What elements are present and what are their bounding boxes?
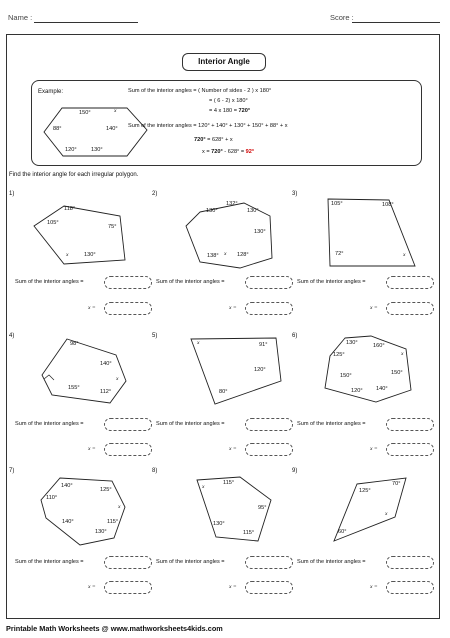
example-angle: 140° bbox=[106, 126, 118, 132]
example-angle: 88° bbox=[53, 126, 62, 132]
example-angle-x: x bbox=[114, 108, 117, 114]
angle-label-x: x bbox=[197, 340, 200, 346]
problem-number: 5) bbox=[152, 333, 158, 339]
x-label: x = bbox=[229, 584, 237, 590]
angle-label: 140° bbox=[100, 361, 112, 367]
angle-label: 130° bbox=[254, 229, 266, 235]
problem-number: 4) bbox=[9, 333, 15, 339]
problem-4-polygon bbox=[42, 339, 126, 403]
x-label: x = bbox=[229, 305, 237, 311]
problem-number: 8) bbox=[152, 468, 158, 474]
angle-label: 130° bbox=[206, 208, 218, 214]
x-label: x = bbox=[370, 446, 378, 452]
sum-label: Sum of the interior angles = bbox=[156, 279, 225, 285]
sum-answer-field[interactable] bbox=[245, 276, 293, 289]
sum-label: Sum of the interior angles = bbox=[297, 559, 366, 565]
angle-label: 140° bbox=[376, 386, 388, 392]
sum-answer-field[interactable] bbox=[104, 276, 152, 289]
footer-text: Printable Math Worksheets @ www.mathworksheets4kids.com bbox=[6, 624, 223, 633]
angle-label-x: x bbox=[403, 252, 406, 258]
sum-answer-field[interactable] bbox=[245, 556, 293, 569]
sum-label: Sum of the interior angles = bbox=[15, 559, 84, 565]
sum-label: Sum of the interior angles = bbox=[156, 559, 225, 565]
instruction-text: Find the interior angle for each irregular polygon. bbox=[9, 172, 139, 178]
angle-label: 70° bbox=[392, 481, 401, 487]
angle-label: 95° bbox=[258, 505, 267, 511]
angle-label-x: x bbox=[224, 251, 227, 257]
sum-label: Sum of the interior angles = bbox=[297, 279, 366, 285]
angle-label: 72° bbox=[335, 251, 344, 257]
angle-label: 98° bbox=[70, 341, 79, 347]
problem-number: 3) bbox=[292, 191, 298, 197]
example-formula-line: = 4 x 180 = 720° bbox=[209, 108, 251, 114]
problem-number: 9) bbox=[292, 468, 298, 474]
angle-label-x: x bbox=[385, 511, 388, 517]
angle-label: 75° bbox=[108, 224, 117, 230]
x-answer-field[interactable] bbox=[386, 302, 434, 315]
angle-label: 150° bbox=[391, 370, 403, 376]
angle-label: 155° bbox=[68, 385, 80, 391]
problem-number: 2) bbox=[152, 191, 158, 197]
problem-number: 6) bbox=[292, 333, 298, 339]
angle-label: 105° bbox=[47, 220, 59, 226]
example-label: Example: bbox=[38, 89, 64, 95]
sum-label: Sum of the interior angles = bbox=[297, 421, 366, 427]
x-label: x = bbox=[370, 584, 378, 590]
problem-5-polygon bbox=[191, 338, 281, 404]
sum-answer-field[interactable] bbox=[386, 418, 434, 431]
angle-label: 132° bbox=[226, 201, 238, 207]
x-answer-field[interactable] bbox=[104, 581, 152, 594]
angle-label: 80° bbox=[219, 389, 228, 395]
sum-answer-field[interactable] bbox=[104, 556, 152, 569]
angle-label-x: x bbox=[202, 484, 205, 490]
angle-label: 115° bbox=[223, 480, 235, 486]
angle-label: 160° bbox=[373, 343, 385, 349]
angle-label: 130° bbox=[247, 208, 259, 214]
x-label: x = bbox=[88, 305, 96, 311]
angle-label: 105° bbox=[331, 201, 343, 207]
example-formula-line: 720° = 628° + x bbox=[194, 137, 233, 143]
angle-label: 138° bbox=[207, 253, 219, 259]
angle-label-x: x bbox=[401, 351, 404, 357]
example-formula-line: = ( 6 - 2) x 180° bbox=[209, 98, 248, 104]
angle-label-x: x bbox=[116, 376, 119, 382]
x-answer-field[interactable] bbox=[104, 302, 152, 315]
angle-label: 108° bbox=[382, 202, 394, 208]
x-answer-field[interactable] bbox=[104, 443, 152, 456]
x-label: x = bbox=[229, 446, 237, 452]
angle-label: 112° bbox=[100, 389, 112, 395]
angle-label: 120° bbox=[254, 367, 266, 373]
example-angle: 150° bbox=[79, 110, 91, 116]
angle-label: 140° bbox=[62, 519, 74, 525]
score-label: Score : bbox=[330, 13, 354, 22]
angle-label: 60° bbox=[338, 529, 347, 535]
sum-answer-field[interactable] bbox=[386, 556, 434, 569]
problem-number: 7) bbox=[9, 468, 15, 474]
example-answer-line: x = 720° - 628° = 92° bbox=[202, 149, 255, 155]
x-answer-field[interactable] bbox=[245, 581, 293, 594]
problem-1-polygon bbox=[34, 206, 125, 264]
sum-answer-field[interactable] bbox=[104, 418, 152, 431]
example-angle: 130° bbox=[91, 147, 103, 153]
problem-number: 1) bbox=[9, 191, 15, 197]
angle-label: 91° bbox=[259, 342, 268, 348]
problem-6-polygon bbox=[325, 336, 411, 402]
sum-answer-field[interactable] bbox=[386, 276, 434, 289]
angle-label: 125° bbox=[359, 488, 371, 494]
problem-7-polygon bbox=[41, 478, 125, 545]
x-label: x = bbox=[88, 584, 96, 590]
example-formula-line: Sum of the interior angles = ( Number of sides - 2 ) x 180° bbox=[128, 88, 272, 94]
x-answer-field[interactable] bbox=[245, 302, 293, 315]
sum-label: Sum of the interior angles = bbox=[15, 279, 84, 285]
x-answer-field[interactable] bbox=[386, 443, 434, 456]
x-label: x = bbox=[370, 305, 378, 311]
angle-label: 125° bbox=[100, 487, 112, 493]
sum-answer-field[interactable] bbox=[245, 418, 293, 431]
name-label: Name : bbox=[8, 13, 33, 22]
angle-label: 130° bbox=[346, 340, 358, 346]
angle-label: 118° bbox=[64, 206, 76, 212]
angle-label: 150° bbox=[340, 373, 352, 379]
example-formula-line: Sum of the interior angles = 120° + 140° + 130° + 150° + 88° + x bbox=[128, 123, 288, 129]
angle-label: 130° bbox=[84, 252, 96, 258]
worksheet-title: Interior Angle bbox=[182, 53, 266, 71]
angle-label-x: x bbox=[66, 252, 69, 258]
angle-label: 140° bbox=[61, 483, 73, 489]
angle-label: 120° bbox=[351, 388, 363, 394]
angle-label: 125° bbox=[333, 352, 345, 358]
angle-label: 115° bbox=[243, 530, 255, 536]
x-answer-field[interactable] bbox=[386, 581, 434, 594]
angle-label: 128° bbox=[237, 252, 249, 258]
angle-label: 110° bbox=[46, 495, 58, 501]
example-angle: 120° bbox=[65, 147, 77, 153]
angle-label-x: x bbox=[118, 504, 121, 510]
angle-label: 115° bbox=[107, 519, 119, 525]
sum-label: Sum of the interior angles = bbox=[156, 421, 225, 427]
angle-label: 130° bbox=[95, 529, 107, 535]
x-label: x = bbox=[88, 446, 96, 452]
sum-label: Sum of the interior angles = bbox=[15, 421, 84, 427]
x-answer-field[interactable] bbox=[245, 443, 293, 456]
angle-label: 130° bbox=[213, 521, 225, 527]
